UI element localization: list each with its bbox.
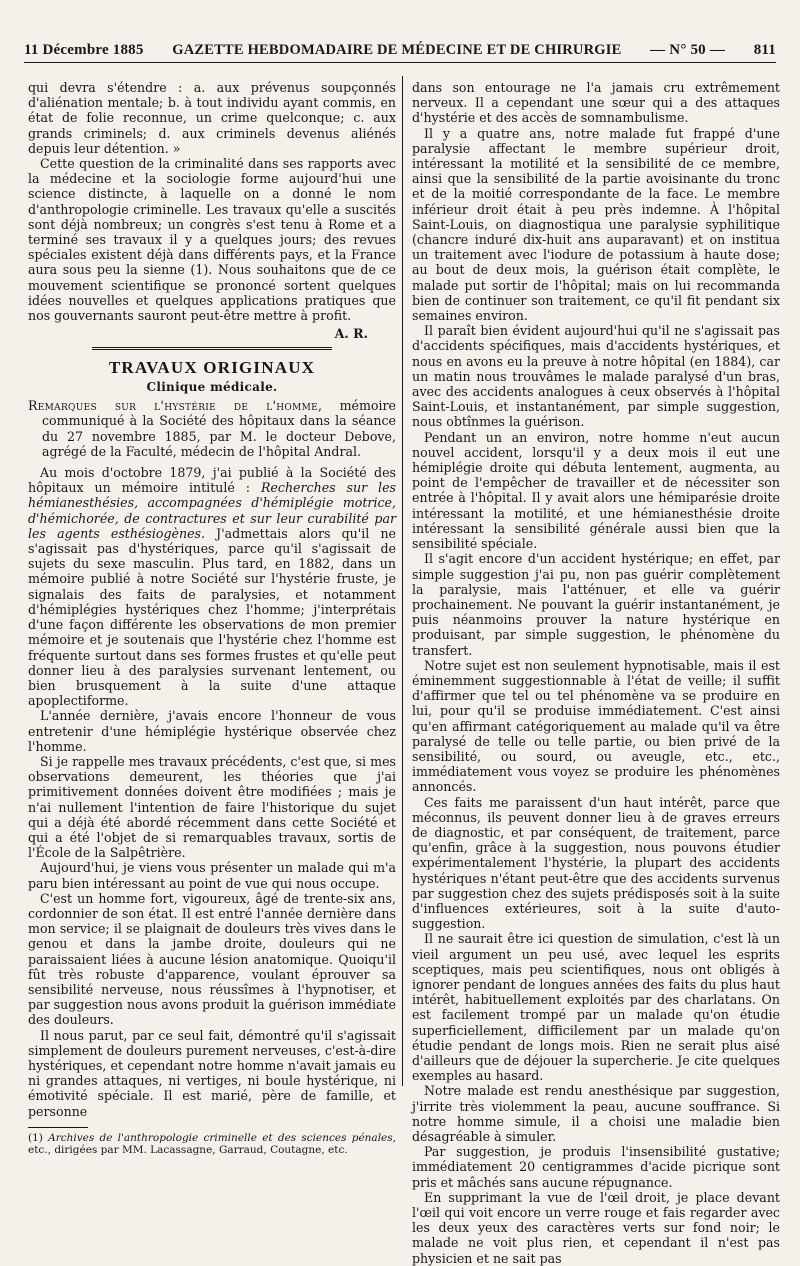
running-header: [24, 38, 776, 63]
article-heading-lead: Remarques sur l'hystérie de l'homme: [28, 398, 318, 414]
page-number: 811: [753, 41, 776, 58]
paragraph: Il y a quatre ans, notre malade fut frappé d'une paralysie affectant le membre supérieur droit, intéressant la motilité et la sensibilité de ce membre, ainsi que la sensibilité de la partie avoisinante du tronc et de la moitié correspondante de la face. Le membre inférieur droit était à peu près indemne. À l'hôpital Saint-Louis, on diagnostiqua une paralysie syphilitique (chancre induré dix-huit ans auparavant) et on institua un traitement avec l'iodure de potassium à haute dose; au bout de deux mois, la guérison était complète, le malade put sortir de l'hôpital; mais on lui recommanda bien de continuer son traitement, ce qu'il fit pendant six semaines environ.: [412, 125, 780, 324]
footnote-rule: [28, 1127, 88, 1128]
paragraph: En supprimant la vue de l'œil droit, je place devant l'œil qui voit encore un verre rouge et fais regarder avec les deux yeux des caractères verts sur fond noir; le malade ne voit plus rien, et cependant il n'est pas physicien et ne sait pas: [412, 1189, 780, 1266]
paragraph: Il ne saurait être ici question de simulation, c'est là un vieil argument un peu usé, avec lequel les esprits sceptiques, mais peu scientifiques, nous ont obligés à ignorer pendant de longues années des faits du plus haut intérêt, habituellement exploités par des charlatans. On est facilement trompé par un malade qu'on étudie superficiellement, difficilement par un malade qu'on étudie pendant de longs mois. Rien ne serait plus aisé d'ailleurs que de déjouer la supercherie. Je cite quelques exemples au hasard.: [412, 931, 780, 1084]
paragraph: Par suggestion, je produis l'insensibilité gustative; immédiatement 20 centigrammes d'acide picrique sont pris et mâchés sans aucune répugnance.: [412, 1144, 780, 1190]
paragraph: Ces faits me paraissent d'un haut intérêt, parce que méconnus, ils peuvent donner lieu à de graves erreurs de diagnostic, et par conséquent, de traitement, parce qu'enfin, grâce à la suggestion, nous pouvons étudier expérimentalement l'hystérie, la plupart des accidents hystériques n'étant peut-être que des accidents survenus par suggestion chez des sujets prédisposés soit à la suite d'influences extérieures, soit à la suite d'auto-suggestion.: [412, 794, 780, 932]
footnote-mark: (1): [28, 1131, 49, 1144]
journal-title: GAZETTE HEBDOMADAIRE DE MÉDECINE ET DE CHIRURGIE: [172, 41, 622, 58]
paragraph: qui devra s'étendre : a. aux prévenus soupçonnés d'aliénation mentale; b. à tout individu ayant commis, en état de folie reconnue, un crime quelconque; c. aux grands criminels; d. aux criminels devenus aliénés depuis leur détention. »: [28, 80, 396, 156]
journal-page: [24, 38, 780, 1266]
section-divider: [92, 347, 332, 352]
footnote: [28, 1132, 396, 1157]
paragraph: C'est un homme fort, vigoureux, âgé de trente-six ans, cordonnier de son état. Il est entré l'année dernière dans mon service; il se plaignait de douleurs très vives dans le genou et dans la jambe droite, douleurs qui ne paraissaient liées à aucune lésion anatomique. Quoiqu'il fût très robuste d'apparence, voulant éprouver sa sensibilité nerveuse, nous réussîmes à l'hypnotiser, et par suggestion nous avons produit la guérison immédiate des douleurs.: [28, 890, 396, 1028]
paragraph: Notre sujet est non seulement hypnotisable, mais il est éminemment suggestionnable à l'état de veille; il suffit d'affirmer que tel ou tel phénomène va se produire en lui, pour qu'il se produise immédiatement. C'est ainsi qu'en affirmant catégoriquement au malade qu'il va être paralysé de telle ou telle partie, ou bien privé de la sensibilité, ou sourd, ou aveugle, etc., etc., immédiatement vous voyez se produire les phénomènes annoncés.: [412, 657, 780, 795]
header-date: 11 Décembre 1885: [24, 41, 144, 58]
text-run: Au mois d'octobre 1879, j'ai publié à la Société des hôpitaux un mémoire intitulé :: [28, 465, 396, 496]
paragraph: L'année dernière, j'avais encore l'honneur de vous entretenir d'une hémiplégie hystérique observée chez l'homme.: [28, 708, 396, 754]
footnote-text: etc., dirigées par MM. Lacassagne, Garraud, Coutagne, etc.: [28, 1144, 348, 1157]
right-column: [412, 80, 780, 1266]
paragraph: Il nous parut, par ce seul fait, démontré qu'il s'agissait simplement de douleurs purement nerveuses, c'est-à-dire hystériques, et cependant notre homme n'avait jamais eu ni grandes attaques, ni vertiges, ni boule hystérique, ni émotivité spéciale. Il est marié, père de famille, et personne: [28, 1027, 396, 1119]
paragraph: dans son entourage ne l'a jamais cru extrêmement nerveux. Il a cependant une sœur qui a des attaques d'hystérie et des accès de somnambulisme.: [412, 80, 780, 126]
article-heading: [28, 398, 396, 459]
paragraph: Il s'agit encore d'un accident hystérique; en effet, par simple suggestion j'ai pu, non pas guérir complètement la paralysie, mais l'atténuer, et elle va guérir prochainement. Ne pouvant la guérir instantanément, je puis néanmoins prouver la nature hystérique en produisant, par simple suggestion, le phénomène du transfert.: [412, 551, 780, 658]
paragraph: Aujourd'hui, je viens vous présenter un malade qui m'a paru bien intéressant au point de vue qui nous occupe.: [28, 860, 396, 891]
footnote-italic: Archives de l'anthropologie criminelle et des sciences pénales,: [48, 1131, 396, 1144]
paragraph: [28, 465, 396, 708]
subsection-title: Clinique médicale.: [146, 380, 278, 395]
text-run: J'admettais alors qu'il ne s'agissait pas d'hystériques, parce qu'il s'agissait de sujets du sexe masculin. Plus tard, en 1882, dans un mémoire publié à notre Société sur l'hystérie fruste, je signalais des faits de paralysies, et notamment d'hémiplégies hystériques chez l'homme; j'interprétais d'une façon différente les observations de mon premier mémoire et je soutenais que l'hystérie chez l'homme est fréquente surtout dans ses formes frustes et qu'elle peut donner lieu à des paralysies survenant lentement, ou bien brusquement à la suite d'une attaque apoplectiforme.: [28, 525, 397, 709]
issue-number: — N° 50 —: [650, 41, 726, 58]
paragraph: Pendant un an environ, notre homme n'eut aucun nouvel accident, lorsqu'il y a deux mois il eut une hémiplégie droite qui débuta lentement, augmenta, au point de l'empêcher de travailler et de nécessiter son entrée à l'hôpital. Il y avait alors une hémiparésie droite intéressant la motilité, et une hémianesthésie droite intéressant la sensibilité générale aussi bien que la sensibilité spéciale.: [412, 429, 780, 552]
left-column: [28, 80, 397, 1157]
column-divider: [402, 76, 403, 1086]
italic-title: Recherches sur les hémianesthésies, accompagnées d'hémiplégie motrice, d'hémichorée, de contractures et sur leur curabilité par les agents esthésiogènes.: [28, 480, 396, 541]
paragraph: Notre malade est rendu anesthésique par suggestion, j'irrite très violemment la peau, aucune souffrance. Si notre homme simule, il a choisi une maladie bien désagréable à simuler.: [412, 1083, 780, 1145]
signature: A. R.: [334, 326, 368, 342]
paragraph: Si je rappelle mes travaux précédents, c'est que, si mes observations demeurent, les théories que j'ai primitivement données doivent être modifiées ; mais je n'ai nullement l'intention de faire l'historique du sujet qui a déjà été abordé récemment dans cette Société et qui a été l'objet de si remarquables travaux, sortis de l'École de la Salpêtrière.: [28, 753, 396, 861]
section-title: TRAVAUX ORIGINAUX: [108, 358, 316, 378]
paragraph: Cette question de la criminalité dans ses rapports avec la médecine et la sociologie forme aujourd'hui une science distincte, à laquelle on a donné le nom d'anthropologie criminelle. Les travaux qu'elle a suscités sont déjà nombreux; un congrès s'est tenu à Rome et a terminé ses travaux il y a quelques jours; des revues spéciales existent déjà dans différents pays, et la France aura sous peu la sienne (1). Nous souhaitons que de ce mouvement scientifique se prononcé sortent quelques idées nouvelles et quelques applications pratiques que nos gouvernants sauront peut-être mettre à profit.: [28, 156, 396, 324]
article-heading-rest: , mémoire communiqué à la Société des hôpitaux dans la séance du 27 novembre 1885, par M. le docteur Debove, agrégé de la Faculté, médecin de l'hôpital Andral.: [42, 398, 396, 459]
paragraph: Il paraît bien évident aujourd'hui qu'il ne s'agissait pas d'accidents spécifiques, mais d'accidents hystériques, et nous en avons eu la preuve à notre hôpital (en 1884), car un matin nous trouvâmes le malade paralysé d'un bras, avec des accidents analogues à ceux observés à l'hôpital Saint-Louis, et instantanément, par simple suggestion, nous obtînmes la guérison.: [412, 323, 780, 430]
